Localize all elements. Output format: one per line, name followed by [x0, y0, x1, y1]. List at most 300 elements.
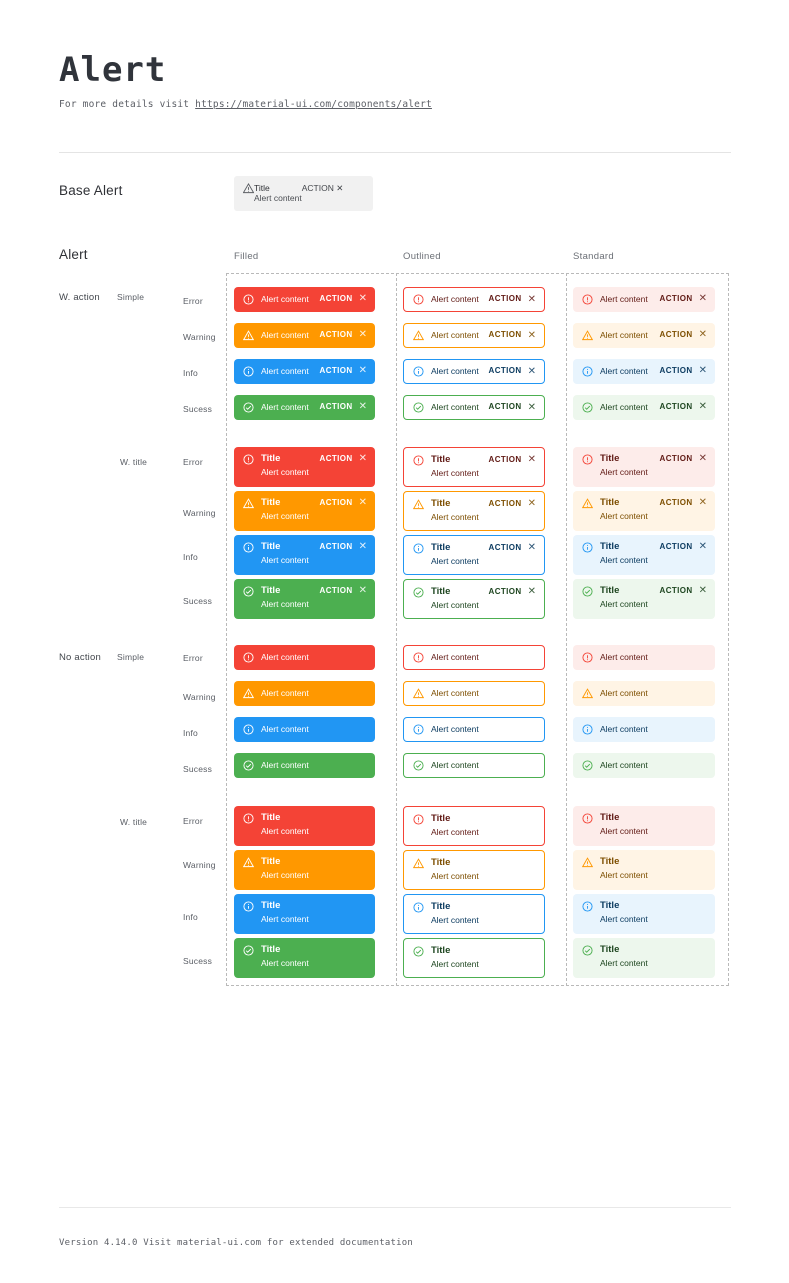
alert-outlined-info-simple-with-action[interactable] — [403, 359, 545, 384]
alert-title: Title — [600, 944, 620, 955]
alert-body — [431, 542, 483, 568]
error-icon — [413, 294, 424, 305]
alert-action-button[interactable]: ACTION — [488, 455, 522, 464]
alert-outlined-success-simple[interactable] — [403, 753, 545, 778]
alert-body — [600, 366, 654, 377]
alert-actions — [660, 402, 707, 413]
alert-body — [431, 652, 536, 663]
close-icon[interactable]: ✕ — [527, 293, 536, 305]
close-icon[interactable]: ✕ — [698, 497, 707, 509]
column-header-standard: Standard — [573, 251, 614, 262]
close-icon[interactable]: ✕ — [358, 453, 367, 465]
alert-title: Title — [600, 453, 620, 464]
alert-body — [431, 945, 536, 971]
alert-body — [261, 760, 367, 771]
alert-actions — [660, 366, 707, 377]
alert-content: Alert content — [261, 555, 309, 566]
alert-content: Alert content — [261, 759, 309, 770]
error-icon — [243, 652, 254, 663]
severity-label-warning-d: Warning — [183, 860, 216, 870]
subgroup-label-title-2: W. title — [120, 817, 148, 827]
info-icon — [582, 901, 593, 912]
alert-body — [431, 330, 483, 341]
alert-body — [261, 812, 367, 838]
close-icon[interactable]: ✕ — [527, 365, 536, 377]
warning-icon — [243, 330, 254, 341]
alert-standard-info-simple[interactable] — [573, 717, 715, 742]
alert-outlined-success-with-title-with-action[interactable] — [403, 579, 545, 619]
alert-body — [431, 366, 483, 377]
close-icon[interactable]: ✕ — [358, 293, 367, 305]
alert-action-button[interactable]: ACTION — [659, 498, 693, 507]
alert-actions — [320, 454, 367, 465]
alert-content: Alert content — [261, 687, 309, 698]
alert-actions — [489, 587, 536, 598]
close-icon[interactable]: ✕ — [698, 401, 707, 413]
success-icon — [243, 586, 254, 597]
alert-title: Title — [431, 454, 451, 465]
alert-title: Title — [261, 944, 281, 955]
alert-actions — [489, 330, 536, 341]
close-icon[interactable]: ✕ — [698, 585, 707, 597]
alert-body — [431, 901, 536, 927]
alert-outlined-warning-simple[interactable] — [403, 681, 545, 706]
success-icon — [243, 760, 254, 771]
alert-actions — [660, 586, 707, 597]
alert-body — [600, 541, 654, 567]
severity-label-warning-b: Warning — [183, 508, 216, 518]
alert-body — [261, 541, 314, 567]
alert-content: Alert content — [431, 915, 479, 926]
alert-outlined-error-with-title-with-action[interactable] — [403, 447, 545, 487]
column-header-outlined: Outlined — [403, 251, 441, 262]
alert-content: Alert content — [600, 599, 648, 610]
alert-filled-success-with-title-with-action[interactable] — [234, 579, 375, 619]
info-icon — [413, 724, 424, 735]
alert-content: Alert content — [431, 556, 479, 567]
alert-body — [431, 760, 536, 771]
alert-title: Title — [600, 497, 620, 508]
severity-label-info-a: Info — [183, 368, 198, 378]
close-icon[interactable]: ✕ — [527, 542, 536, 554]
close-icon[interactable]: ✕ — [698, 365, 707, 377]
alert-standard-info-simple-with-action[interactable] — [573, 359, 715, 384]
warning-icon — [582, 857, 593, 868]
alert-filled-info-with-title[interactable] — [234, 894, 375, 934]
success-icon — [582, 945, 593, 956]
info-icon — [413, 366, 424, 377]
grid-divider-2 — [566, 273, 567, 986]
alert-content: Alert content — [431, 871, 479, 882]
column-header-filled: Filled — [234, 251, 259, 262]
alert-body — [261, 294, 314, 305]
alert-outlined-error-simple-with-action[interactable] — [403, 287, 545, 312]
alert-action-button[interactable]: ACTION — [659, 330, 693, 340]
info-icon — [582, 724, 593, 735]
alert-standard-error-with-title[interactable] — [573, 806, 715, 846]
alert-action-button[interactable]: ACTION — [488, 543, 522, 552]
base-alert-action-button[interactable]: ACTION — [301, 183, 334, 193]
subgroup-label-title-1: W. title — [120, 457, 148, 467]
warning-icon — [413, 330, 424, 341]
alert-content: Alert content — [261, 826, 309, 837]
alert-action-button[interactable]: ACTION — [488, 587, 522, 596]
alert-body — [261, 402, 314, 413]
close-icon[interactable]: ✕ — [358, 401, 367, 413]
info-icon — [582, 366, 593, 377]
alert-content: Alert content — [600, 329, 648, 340]
alert-filled-error-simple[interactable] — [234, 645, 375, 670]
close-icon[interactable]: ✕ — [358, 365, 367, 377]
alert-outlined-info-with-title-with-action[interactable] — [403, 535, 545, 575]
alert-content: Alert content — [431, 827, 479, 838]
success-icon — [582, 760, 593, 771]
warning-icon — [413, 858, 424, 869]
alert-body — [431, 454, 483, 480]
page-header — [59, 52, 731, 110]
alert-filled-info-simple-with-action[interactable] — [234, 359, 375, 384]
alert-body — [600, 944, 707, 970]
severity-label-error-d: Error — [183, 816, 203, 826]
alert-body — [431, 688, 536, 699]
severity-label-info-d: Info — [183, 912, 198, 922]
alert-actions — [489, 455, 536, 466]
alert-outlined-warning-with-title[interactable] — [403, 850, 545, 890]
severity-label-info-b: Info — [183, 552, 198, 562]
alert-actions — [489, 294, 536, 305]
error-icon — [243, 294, 254, 305]
alert-content: Alert content — [600, 293, 648, 304]
alert-content: Alert content — [431, 760, 479, 770]
alert-body — [261, 652, 367, 663]
alert-filled-success-simple-with-action[interactable] — [234, 395, 375, 420]
alert-title: Title — [261, 900, 281, 911]
alert-body — [431, 586, 483, 612]
alert-content: Alert content — [261, 723, 309, 734]
group-label-with-action: W. action — [59, 292, 100, 303]
alert-body — [431, 498, 483, 524]
alert-title: Title — [600, 812, 620, 823]
close-icon[interactable]: ✕ — [527, 586, 536, 598]
alert-actions — [320, 402, 367, 413]
alert-title: Title — [431, 945, 451, 956]
alert-body — [600, 585, 654, 611]
alert-filled-info-with-title-with-action[interactable] — [234, 535, 375, 575]
error-icon — [582, 652, 593, 663]
severity-label-info-c: Info — [183, 728, 198, 738]
alert-content: Alert content — [600, 870, 648, 881]
alert-body — [431, 402, 483, 413]
alert-filled-warning-with-title[interactable] — [234, 850, 375, 890]
warning-icon — [413, 688, 424, 699]
alert-body — [600, 900, 707, 926]
base-alert[interactable] — [234, 176, 373, 211]
alert-body — [431, 724, 536, 735]
warning-icon — [582, 498, 593, 509]
close-icon[interactable]: ✕ — [358, 541, 367, 553]
alert-body — [600, 294, 654, 305]
alert-action-button[interactable]: ACTION — [659, 542, 693, 551]
alert-standard-warning-simple-with-action[interactable] — [573, 323, 715, 348]
close-icon[interactable]: ✕ — [358, 497, 367, 509]
alert-title: Title — [600, 900, 620, 911]
alert-action-button[interactable]: ACTION — [488, 499, 522, 508]
alert-title: Title — [431, 498, 451, 509]
alert-content: Alert content — [261, 511, 309, 522]
alert-action-button[interactable]: ACTION — [659, 454, 693, 463]
grid-divider-1 — [396, 273, 397, 986]
alert-filled-warning-simple-with-action[interactable] — [234, 323, 375, 348]
warning-icon — [243, 857, 254, 868]
alert-content: Alert content — [431, 330, 479, 340]
alert-action-button[interactable]: ACTION — [488, 330, 522, 340]
group-label-no-action: No action — [59, 652, 101, 663]
alert-outlined-success-with-title[interactable] — [403, 938, 545, 978]
close-icon[interactable]: ✕ — [527, 401, 536, 413]
severity-label-success-a: Sucess — [183, 404, 213, 414]
warning-icon — [582, 330, 593, 341]
alert-content: Alert content — [261, 365, 309, 376]
alert-body — [261, 688, 367, 699]
alert-body — [261, 585, 314, 611]
alert-body — [600, 402, 654, 413]
alert-body — [261, 453, 314, 479]
alert-standard-success-with-title-with-action[interactable] — [573, 579, 715, 619]
close-icon[interactable]: ✕ — [698, 541, 707, 553]
alert-title: Title — [600, 541, 620, 552]
alert-body — [600, 453, 654, 479]
alert-content: Alert content — [261, 870, 309, 881]
alert-content: Alert content — [600, 467, 648, 478]
section-label-base-alert: Base Alert — [59, 183, 123, 198]
alert-content: Alert content — [431, 512, 479, 523]
alert-outlined-info-with-title[interactable] — [403, 894, 545, 934]
alert-action-button[interactable]: ACTION — [319, 366, 353, 376]
base-alert-actions — [302, 183, 344, 194]
warning-icon — [582, 688, 593, 699]
alert-action-button[interactable]: ACTION — [488, 366, 522, 376]
alert-outlined-success-simple-with-action[interactable] — [403, 395, 545, 420]
alert-content: Alert content — [600, 555, 648, 566]
alert-actions — [320, 498, 367, 509]
alert-filled-success-with-title[interactable] — [234, 938, 375, 978]
alert-action-button[interactable]: ACTION — [659, 366, 693, 376]
alert-content: Alert content — [600, 687, 648, 698]
error-icon — [582, 294, 593, 305]
alert-body — [261, 497, 314, 523]
alert-action-button[interactable]: ACTION — [659, 294, 693, 304]
alert-outlined-warning-simple-with-action[interactable] — [403, 323, 545, 348]
alert-content: Alert content — [431, 402, 479, 412]
alert-standard-success-simple[interactable] — [573, 753, 715, 778]
alert-filled-warning-simple[interactable] — [234, 681, 375, 706]
close-icon[interactable]: ✕ — [358, 585, 367, 597]
alert-filled-error-with-title-with-action[interactable] — [234, 447, 375, 487]
alert-actions — [660, 294, 707, 305]
alert-content: Alert content — [261, 401, 309, 412]
alert-action-button[interactable]: ACTION — [659, 586, 693, 595]
alert-actions — [660, 542, 707, 553]
alert-standard-success-with-title[interactable] — [573, 938, 715, 978]
close-icon[interactable]: ✕ — [527, 498, 536, 510]
alert-outlined-warning-with-title-with-action[interactable] — [403, 491, 545, 531]
alert-action-button[interactable]: ACTION — [319, 586, 353, 595]
severity-label-error-a: Error — [183, 296, 203, 306]
alert-filled-info-simple[interactable] — [234, 717, 375, 742]
alert-action-button[interactable]: ACTION — [488, 294, 522, 304]
alert-standard-warning-with-title-with-action[interactable] — [573, 491, 715, 531]
alert-action-button[interactable]: ACTION — [319, 542, 353, 551]
subgroup-label-simple-2: Simple — [117, 652, 145, 662]
alert-actions — [320, 586, 367, 597]
alert-filled-warning-with-title-with-action[interactable] — [234, 491, 375, 531]
alert-outlined-info-simple[interactable] — [403, 717, 545, 742]
close-icon[interactable]: ✕ — [698, 293, 707, 305]
warning-icon — [243, 183, 254, 194]
error-icon — [413, 455, 424, 466]
subgroup-label-simple-1: Simple — [117, 292, 145, 302]
alert-content: Alert content — [261, 467, 309, 478]
close-icon[interactable]: ✕ — [527, 454, 536, 466]
alert-filled-error-simple-with-action[interactable] — [234, 287, 375, 312]
alert-title: Title — [600, 585, 620, 596]
alert-title: Title — [261, 585, 281, 596]
alert-content: Alert content — [261, 293, 309, 304]
success-icon — [582, 402, 593, 413]
alert-content: Alert content — [600, 365, 648, 376]
alert-body — [600, 688, 707, 699]
alert-body — [261, 944, 367, 970]
alert-body — [600, 497, 654, 523]
alert-action-button[interactable]: ACTION — [319, 294, 353, 304]
alert-body — [600, 330, 654, 341]
alert-title: Title — [261, 497, 281, 508]
info-icon — [243, 366, 254, 377]
alert-actions — [489, 366, 536, 377]
alert-standard-error-simple[interactable] — [573, 645, 715, 670]
close-icon[interactable]: ✕ — [358, 329, 367, 341]
page-title: Alert — [59, 50, 167, 90]
alert-body — [261, 330, 314, 341]
subtitle-prefix: For more details visit — [59, 99, 196, 111]
alert-title: Title — [261, 541, 281, 552]
alert-title: Title — [600, 856, 620, 867]
alert-content: Alert content — [261, 329, 309, 340]
info-icon — [582, 542, 593, 553]
alert-content: Alert content — [600, 914, 648, 925]
info-icon — [243, 542, 254, 553]
alert-actions — [320, 542, 367, 553]
success-icon — [243, 945, 254, 956]
error-icon — [413, 814, 424, 825]
divider-top — [59, 152, 731, 153]
alert-title: Title — [261, 812, 281, 823]
alert-content: Alert content — [431, 366, 479, 376]
alert-body — [431, 813, 536, 839]
alert-title: Title — [431, 586, 451, 597]
alert-actions — [660, 454, 707, 465]
alert-content: Alert content — [431, 468, 479, 479]
alert-filled-error-with-title[interactable] — [234, 806, 375, 846]
alert-action-button[interactable]: ACTION — [488, 402, 522, 412]
success-icon — [582, 586, 593, 597]
alert-content: Alert content — [600, 958, 648, 969]
alert-content: Alert content — [431, 600, 479, 611]
alert-content: Alert content — [431, 688, 479, 698]
alert-actions — [489, 543, 536, 554]
alert-body — [261, 900, 367, 926]
error-icon — [582, 813, 593, 824]
alert-content: Alert content — [431, 294, 479, 304]
close-icon[interactable]: ✕ — [527, 329, 536, 341]
alert-body — [431, 294, 483, 305]
alert-content: Alert content — [261, 958, 309, 969]
close-icon[interactable]: ✕ — [698, 329, 707, 341]
alert-content: Alert content — [600, 511, 648, 522]
alert-action-button[interactable]: ACTION — [319, 454, 353, 463]
section-label-alert: Alert — [59, 247, 88, 262]
alert-filled-success-simple[interactable] — [234, 753, 375, 778]
info-icon — [413, 543, 424, 554]
alert-body — [261, 856, 367, 882]
divider-bottom — [59, 1207, 731, 1208]
alert-actions — [489, 402, 536, 413]
alert-content: Alert content — [600, 723, 648, 734]
alert-title: Title — [431, 542, 451, 553]
alert-title: Title — [261, 856, 281, 867]
alert-actions — [489, 499, 536, 510]
alert-title: Title — [261, 453, 281, 464]
alert-body — [600, 760, 707, 771]
warning-icon — [243, 498, 254, 509]
alert-content: Alert content — [431, 959, 479, 970]
alert-standard-error-simple-with-action[interactable] — [573, 287, 715, 312]
alert-standard-error-with-title-with-action[interactable] — [573, 447, 715, 487]
alert-standard-success-simple-with-action[interactable] — [573, 395, 715, 420]
alert-title: Title — [431, 857, 451, 868]
alert-body — [261, 366, 314, 377]
alert-body — [600, 812, 707, 838]
alert-action-button[interactable]: ACTION — [319, 402, 353, 412]
alert-actions — [660, 498, 707, 509]
alert-outlined-error-simple[interactable] — [403, 645, 545, 670]
alert-standard-warning-simple[interactable] — [573, 681, 715, 706]
success-icon — [243, 402, 254, 413]
severity-label-success-d: Sucess — [183, 956, 213, 966]
alert-standard-info-with-title-with-action[interactable] — [573, 535, 715, 575]
alert-body — [431, 857, 536, 883]
close-icon[interactable]: ✕ — [336, 183, 344, 193]
alert-action-button[interactable]: ACTION — [319, 498, 353, 507]
severity-label-warning-a: Warning — [183, 332, 216, 342]
alert-standard-info-with-title[interactable] — [573, 894, 715, 934]
severity-label-error-c: Error — [183, 653, 203, 663]
alert-action-button[interactable]: ACTION — [659, 402, 693, 412]
close-icon[interactable]: ✕ — [698, 453, 707, 465]
alert-action-button[interactable]: ACTION — [319, 330, 353, 340]
error-icon — [413, 652, 424, 663]
success-icon — [413, 760, 424, 771]
alert-outlined-error-with-title[interactable] — [403, 806, 545, 846]
info-icon — [243, 901, 254, 912]
alert-actions — [320, 294, 367, 305]
severity-label-success-c: Sucess — [183, 764, 213, 774]
alert-content: Alert content — [261, 914, 309, 925]
docs-link[interactable]: https://material-ui.com/components/alert — [195, 99, 432, 111]
alert-standard-warning-with-title[interactable] — [573, 850, 715, 890]
footer-text: Version 4.14.0 Visit material-ui.com for extended documentation — [59, 1238, 413, 1248]
alert-content: Alert content — [431, 652, 479, 662]
